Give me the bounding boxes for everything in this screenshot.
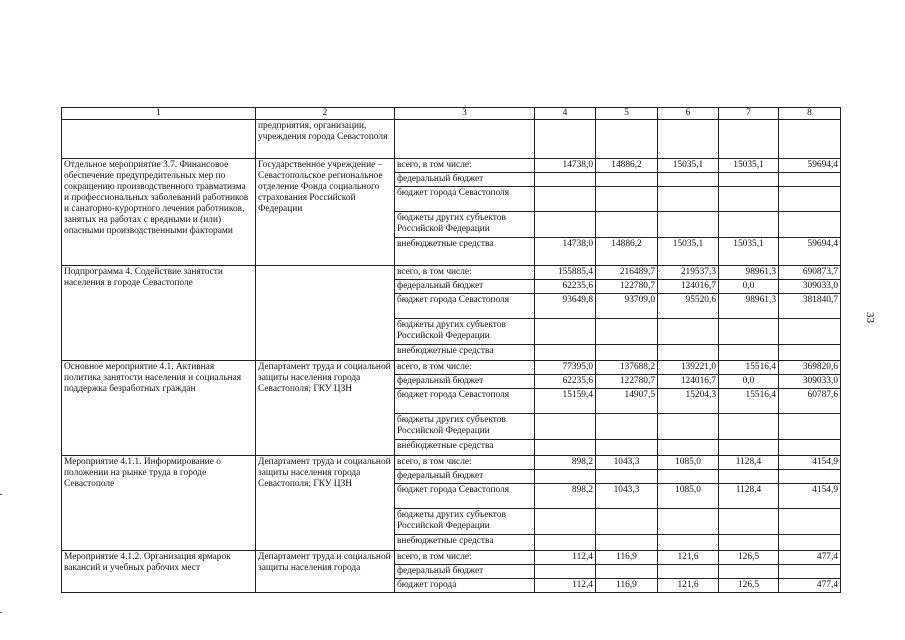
budget-line: всего, в том числе: [395,159,535,173]
value-cell: 1128,4 [719,484,779,509]
name-cell: Отдельное мероприятие 3.7. Финансовое обеспечение предупредительных мер по сокращению производственного травматизма и профессиональных заболеваний работников и санаторно-курортного лечения работников, занятых на работах с вредными и (или) опасными производственными факторами [62,159,256,266]
value-cell: 1085,0 [658,484,719,509]
name-cell: Мероприятие 4.1.1. Информирование о положении на рынке труда в городе Севастополе [62,456,256,551]
executor-cell: Департамент труда и социальной защиты населения города [256,551,395,593]
table-row [62,456,841,470]
executor-cell [256,266,395,361]
value-cell: 139221,0 [658,361,719,375]
header-cell: 6 [658,108,719,120]
page-number: 33 [864,312,876,323]
name-cell: Мероприятие 4.1.2. Организация ярмарок вакансий и учебных рабочих мест [62,551,256,593]
scan-mark [0,494,2,495]
value-cell: 14907,5 [596,389,658,414]
budget-line: бюджет города Севастополя [395,294,535,319]
value-cell: 477,4 [779,551,841,565]
budget-line: бюджеты других субъектов Российской Федерации [395,414,535,440]
name-cell: Подпрограмма 4. Содействие занятости населения в городе Севастополе [62,266,256,361]
budget-line: бюджеты других субъектов Российской Федерации [395,212,535,238]
table-row [62,159,841,173]
value-cell: 155885,4 [535,266,596,280]
value-cell: 62235,6 [535,375,596,389]
value-cell: 898,2 [535,484,596,509]
value-cell: 77395,0 [535,361,596,375]
value-cell: 15035,1 [658,238,719,266]
executor-cell: Департамент труда и социальной защиты населения города Севастополя; ГКУ ЦЗН [256,456,395,551]
value-cell: 14886,2 [596,238,658,266]
value-cell: 690873,7 [779,266,841,280]
budget-line: федеральный бюджет [395,375,535,389]
table-row [62,551,841,565]
value-cell: 15035,1 [658,159,719,173]
value-cell: 0,0 [719,280,779,294]
value-cell: 60787,6 [779,389,841,414]
budget-line: бюджет города Севастополя [395,484,535,509]
budget-line: всего, в том числе: [395,551,535,565]
header-cell: 1 [62,108,256,120]
value-cell: 116,9 [596,551,658,565]
value-cell: 112,4 [535,551,596,565]
value-cell: 122780,7 [596,375,658,389]
budget-line: бюджеты других субъектов Российской Федерации [395,509,535,535]
value-cell: 15204,3 [658,389,719,414]
executor-cell: Департамент труда и социальной защиты населения города Севастополя; ГКУ ЦЗН [256,361,395,456]
table-row [62,266,841,280]
header-cell: 4 [535,108,596,120]
budget-line: федеральный бюджет [395,470,535,484]
budget-line: всего, в том числе: [395,361,535,375]
value-cell: 137688,2 [596,361,658,375]
table-row [62,361,841,375]
budget-line: бюджеты других субъектов Российской Федерации [395,319,535,345]
value-cell: 98961,3 [719,294,779,319]
value-cell: 116,9 [596,579,658,593]
value-cell: 121,6 [658,579,719,593]
budget-line: бюджет города Севастополя [395,389,535,414]
name-cell [62,120,256,159]
budget-line: внебюджетные средства [395,238,535,266]
header-cell: 2 [256,108,395,120]
header-row [62,108,841,120]
value-cell: 216489,7 [596,266,658,280]
value-cell: 0,0 [719,375,779,389]
value-cell: 59694,4 [779,238,841,266]
value-cell: 477,4 [779,579,841,593]
budget-line: внебюджетные средства [395,535,535,551]
value-cell: 14886,2 [596,159,658,173]
executor-cell: Государственное учреждение – Севастопольское региональное отделение Фонда социального страхования Российской Федерации [256,159,395,266]
value-cell: 15035,1 [719,238,779,266]
value-cell: 62235,6 [535,280,596,294]
value-cell: 95520,6 [658,294,719,319]
value-cell: 219537,3 [658,266,719,280]
value-cell: 14738,0 [535,159,596,173]
value-cell: 15159,4 [535,389,596,414]
value-cell: 126,5 [719,579,779,593]
value-cell: 124016,7 [658,280,719,294]
budget-line: внебюджетные средства [395,345,535,361]
value-cell: 1043,3 [596,484,658,509]
value-cell: 1085,0 [658,456,719,470]
value-cell: 126,5 [719,551,779,565]
value-cell: 4154,9 [779,484,841,509]
budget-line: бюджет города Севастополя [395,187,535,212]
value-cell: 122780,7 [596,280,658,294]
value-cell: 121,6 [658,551,719,565]
value-cell: 93649,8 [535,294,596,319]
executor-cell: предприятия, организации, учреждения города Севастополя [256,120,395,159]
value-cell: 309033,0 [779,375,841,389]
value-cell: 98961,3 [719,266,779,280]
budget-line: внебюджетные средства [395,440,535,456]
value-cell: 15516,4 [719,389,779,414]
budget-line: бюджет города [395,579,535,593]
value-cell: 15035,1 [719,159,779,173]
header-cell: 8 [779,108,841,120]
budget-line: всего, в том числе: [395,266,535,280]
value-cell: 369820,6 [779,361,841,375]
value-cell: 4154,9 [779,456,841,470]
value-cell: 93709,0 [596,294,658,319]
value-cell: 1128,4 [719,456,779,470]
value-cell: 15516,4 [719,361,779,375]
value-cell: 124016,7 [658,375,719,389]
value-cell: 1043,3 [596,456,658,470]
value-cell: 381840,7 [779,294,841,319]
value-cell: 309033,0 [779,280,841,294]
value-cell: 112,4 [535,579,596,593]
name-cell: Основное мероприятие 4.1. Активная политика занятости населения и социальная поддержка безработных граждан [62,361,256,456]
value-cell: 59694,4 [779,159,841,173]
table-row [62,120,841,159]
budget-line: федеральный бюджет [395,565,535,579]
scan-mark [0,612,2,613]
budget-table [61,107,841,593]
header-cell: 3 [395,108,535,120]
header-cell: 5 [596,108,658,120]
budget-line: всего, в том числе: [395,456,535,470]
value-cell: 898,2 [535,456,596,470]
value-cell: 14738,0 [535,238,596,266]
budget-line: федеральный бюджет [395,173,535,187]
budget-line: федеральный бюджет [395,280,535,294]
header-cell: 7 [719,108,779,120]
